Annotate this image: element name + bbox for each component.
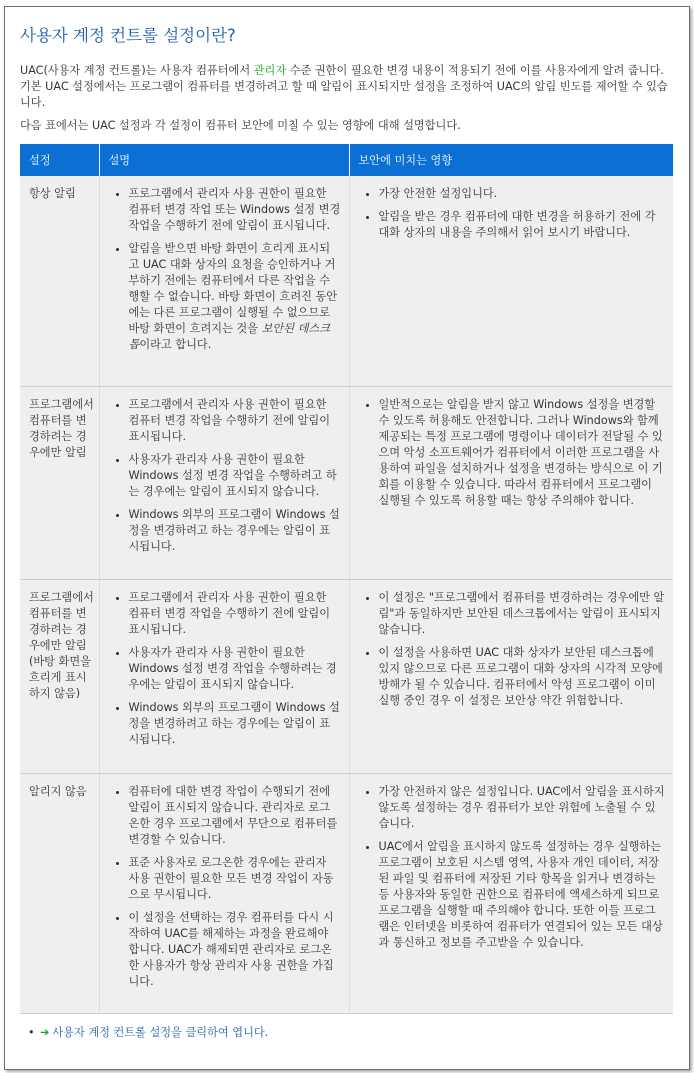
table-row <box>20 773 673 1013</box>
list-item: • 프로그램에서 관리자 사용 권한이 필요한 컴퓨터 변경 작업을 수행하기 전에 알림이 표시됩니다. <box>129 590 341 638</box>
table-row <box>20 176 673 386</box>
description-cell <box>99 773 349 1013</box>
list-item-text-end: 이라고 합니다. <box>139 338 212 351</box>
header-description: 설명 <box>99 144 349 176</box>
bullet-icon: • <box>28 1025 35 1039</box>
table-header-row <box>20 144 673 176</box>
table-row <box>20 386 673 579</box>
table-row <box>20 579 673 773</box>
list-item: • 표준 사용자로 로그온한 경우에는 관리자 사용 권한이 필요한 모든 변경 작업이 자동으로 무시됩니다. <box>129 855 341 903</box>
page-title: 사용자 계정 컨트롤 설정이란? <box>20 26 236 45</box>
header-security-impact: 보안에 미치는 영향 <box>349 144 673 176</box>
list-item: • Windows 외부의 프로그램이 Windows 설정을 변경하려고 하는 경우에는 알림이 표시됩니다. <box>129 700 341 748</box>
secure-desktop-term: 보안된 데스크톱 <box>128 322 331 351</box>
list-item: • 이 설정을 선택하는 경우 컴퓨터를 다시 시작하여 UAC를 해제하는 과정을 완료해야 합니다. UAC가 해제되면 관리자로 로그온한 사용자가 항상 관리자 사용 권한을 가집니다. <box>129 910 341 990</box>
impact-cell <box>349 579 673 773</box>
intro-text-after: 수준 권한이 필요한 변경 내용이 적용되기 전에 이를 사용자에게 알려 줍니다. 기본 UAC 설정에서는 프로그램이 컴퓨터를 변경하려고 할 때 알림이 표시되지만 설정을 조정하여 UAC의 알림 빈도를 제어할 수 있습니다. <box>20 64 668 109</box>
list-item-text: 알림을 받으면 바탕 화면이 흐리게 표시되고 UAC 대화 상자의 요청을 승인하거나 거부하기 전에는 컴퓨터에서 다른 작업을 수행할 수 없습니다. 바탕 화면이 흐려진 동안에는 다른 프로그램이 실행될 수 없으므로 바탕 화면이 흐려지는 것을 <box>128 242 338 335</box>
list-item: • 이 설정은 "프로그램에서 컴퓨터를 변경하려는 경우에만 알림"과 동일하지만 보안된 데스크톱에서는 알림이 표시되지 않습니다. <box>379 590 666 638</box>
intro-text-before: UAC(사용자 계정 컨트롤)는 사용자 컴퓨터에서 <box>20 64 254 77</box>
help-content <box>20 21 675 1042</box>
list-item: • 컴퓨터에 대한 변경 작업이 수행되기 전에 알림이 표시되지 않습니다. 관리자로 로그온한 경우 프로그램에서 무단으로 컴퓨터를 변경할 수 있습니다. <box>129 784 341 848</box>
list-item: • 프로그램에서 관리자 사용 권한이 필요한 컴퓨터 변경 작업 또는 Windows 설정 변경 작업을 수행하기 전에 알림이 표시됩니다. <box>129 186 341 234</box>
description-cell <box>99 579 349 773</box>
green-arrow-icon: ➔ <box>40 1025 50 1039</box>
list-item: • 일반적으로는 알림을 받지 않고 Windows 설정을 변경할 수 있도록 허용해도 안전합니다. 그러나 Windows와 함께 제공되는 특정 프로그램에 명령이나 데이터가 전달될 수 있으며 악성 소프트웨어가 컴퓨터에서 이러한 프로그램을 사용하여 파일을 설치하거나 설정을 변경하는 방식으로 이 기회를 이용할 수 있습니다. 따라서 컴퓨터에서 프로그램이 실행될 수 있도록 허용할 때는 항상 주의해야 합니다. <box>379 397 666 509</box>
help-window <box>4 6 690 1070</box>
setting-cell: 항상 알림 <box>20 176 99 386</box>
impact-cell <box>349 386 673 579</box>
list-item: • Windows 외부의 프로그램이 Windows 설정을 변경하려고 하는 경우에는 알림이 표시됩니다. <box>129 507 341 555</box>
list-item: • 이 설정을 사용하면 UAC 대화 상자가 보안된 데스크톱에 있지 않으므로 다른 프로그램이 대화 상자의 시각적 모양에 방해가 될 수 있습니다. 컴퓨터에서 악성 프로그램이 이미 실행 중인 경우 이 설정은 보안상 약간 위험합니다. <box>379 645 666 709</box>
list-item: • 가장 안전하지 않은 설정입니다. UAC에서 알림을 표시하지 않도록 설정하는 경우 컴퓨터가 보안 위험에 노출될 수 있습니다. <box>379 784 666 832</box>
list-item: • 프로그램에서 관리자 사용 권한이 필요한 컴퓨터 변경 작업을 수행하기 전에 알림이 표시됩니다. <box>129 397 341 445</box>
impact-cell <box>349 176 673 386</box>
description-cell <box>99 386 349 579</box>
list-item: • 사용자가 관리자 사용 권한이 필요한 Windows 설정 변경 작업을 수행하려고 하는 경우에는 알림이 표시되지 않습니다. <box>129 452 341 500</box>
intro-paragraph-2: 다음 표에서는 UAC 설정과 각 설정이 컴퓨터 보안에 미칠 수 있는 영향에 대해 설명합니다. <box>20 119 461 132</box>
list-item <box>28 1024 675 1042</box>
header-setting: 설정 <box>20 144 99 176</box>
footer <box>20 1024 675 1042</box>
administrator-link[interactable]: 관리자 <box>253 64 287 77</box>
setting-cell: 프로그램에서 컴퓨터를 변경하려는 경우에만 알림(바탕 화면을 흐리게 표시하지 않음) <box>20 579 99 773</box>
list-item: • 사용자가 관리자 사용 권한이 필요한 Windows 설정 변경 작업을 수행하려는 경우에는 알림이 표시되지 않습니다. <box>129 645 341 693</box>
list-item: • UAC에서 알림을 표시하지 않도록 설정하는 경우 실행하는 프로그램이 보호된 시스템 영역, 사용자 개인 데이터, 저장된 파일 및 컴퓨터에 저장된 기타 항목을 읽거나 변경하는 등 사용자와 동일한 권한으로 컴퓨터에 액세스하게 되므로 프로그램을 실행할 때 주의해야 합니다. 또한 이들 프로그램은 인터넷을 비롯하여 컴퓨터가 연결되어 있는 모든 대상과 통신하고 정보를 주고받을 수 있습니다. <box>379 839 666 951</box>
uac-settings-table <box>20 144 673 1014</box>
open-uac-settings-link[interactable]: 사용자 계정 컨트롤 설정을 클릭하여 엽니다. <box>52 1025 269 1039</box>
list-item: • 가장 안전한 설정입니다. <box>379 186 666 202</box>
list-item: • 알림을 받은 경우 컴퓨터에 대한 변경을 허용하기 전에 각 대화 상자의 내용을 주의해서 읽어 보시기 바랍니다. <box>379 209 666 241</box>
description-cell <box>99 176 349 386</box>
list-item <box>129 241 341 353</box>
intro-paragraph <box>20 63 675 111</box>
impact-cell <box>349 773 673 1013</box>
setting-cell: 프로그램에서 컴퓨터를 변경하려는 경우에만 알림 <box>20 386 99 579</box>
setting-cell: 알리지 않음 <box>20 773 99 1013</box>
